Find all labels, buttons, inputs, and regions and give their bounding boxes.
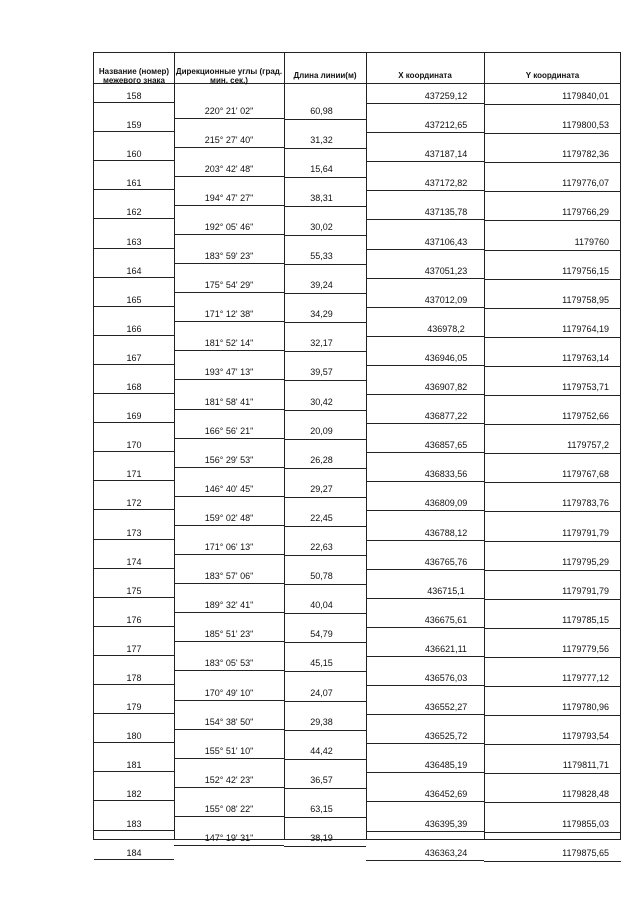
direction-angle: 171° 06' 13" — [204, 542, 254, 553]
row-divider — [94, 568, 174, 569]
point-name: 174 — [126, 556, 142, 567]
line-length: 20,09 — [310, 425, 333, 436]
point-y: 1179757,2 — [567, 440, 609, 451]
row-divider — [174, 234, 284, 235]
row-divider — [484, 599, 621, 600]
row-divider — [94, 160, 174, 161]
line-length: 30,42 — [310, 396, 333, 407]
row-divider — [284, 584, 366, 585]
point-name: 166 — [126, 323, 142, 334]
point-x: 436525,72 — [424, 731, 468, 742]
row-divider — [484, 453, 621, 454]
row-divider — [366, 132, 484, 133]
point-y: 1179783,76 — [562, 498, 609, 509]
row-divider — [94, 800, 174, 801]
point-name: 180 — [126, 731, 142, 742]
point-x: 437172,82 — [424, 178, 468, 189]
point-y: 1179785,15 — [562, 614, 609, 625]
row-divider — [484, 570, 621, 571]
line-length: 45,15 — [310, 658, 333, 669]
point-x: 436809,09 — [424, 498, 468, 509]
point-name: 168 — [126, 382, 142, 392]
row-divider — [284, 613, 366, 614]
row-divider — [174, 525, 284, 526]
row-divider — [94, 684, 174, 685]
header-length: Длина линии(м) — [293, 71, 357, 80]
row-divider — [174, 612, 284, 613]
point-x: 436788,12 — [424, 527, 468, 538]
row-divider — [366, 540, 484, 541]
row-divider — [284, 555, 366, 556]
row-divider — [366, 423, 484, 424]
line-length: 50,78 — [310, 571, 333, 582]
row-divider — [174, 379, 284, 380]
row-divider — [484, 773, 621, 774]
direction-angle: 171° 12' 38" — [204, 309, 254, 320]
row-divider — [484, 802, 621, 803]
row-divider — [284, 322, 366, 323]
row-divider — [484, 133, 621, 134]
direction-angle: 194° 47' 27" — [204, 192, 254, 203]
line-length: 44,42 — [310, 745, 333, 756]
row-divider — [174, 205, 284, 206]
row-divider — [284, 351, 366, 352]
point-y: 1179760 — [574, 236, 609, 247]
line-length: 24,07 — [310, 687, 333, 698]
line-length: 40,04 — [310, 600, 333, 611]
row-divider — [366, 510, 484, 511]
row-divider — [94, 102, 174, 103]
direction-angle: 220° 21' 02" — [204, 105, 254, 116]
direction-angle: 181° 52' 14" — [204, 338, 254, 349]
direction-angle: 154° 38' 50" — [204, 716, 254, 727]
row-divider — [366, 336, 484, 337]
direction-angle: 183° 05' 53" — [204, 658, 254, 669]
point-x: 437187,14 — [424, 149, 468, 160]
point-y: 1179791,79 — [562, 585, 609, 596]
line-length: 31,32 — [310, 134, 333, 145]
direction-angle: 159° 02' 48" — [204, 512, 254, 523]
header-angle: Дирекционные углы (град. мин. сек.) — [175, 66, 283, 85]
point-x: 437212,65 — [424, 120, 468, 131]
point-name: 163 — [126, 236, 142, 247]
point-x: 436485,19 — [424, 760, 468, 771]
point-name: 167 — [126, 352, 142, 363]
row-divider — [94, 451, 174, 452]
row-divider — [284, 380, 366, 381]
row-divider — [484, 366, 621, 367]
direction-angle: 183° 57' 06" — [204, 571, 254, 582]
row-divider — [284, 788, 366, 789]
point-x: 436765,76 — [424, 556, 468, 567]
line-length: 32,17 — [310, 338, 333, 349]
row-divider — [94, 189, 174, 190]
row-divider — [174, 118, 284, 119]
direction-angle: 193° 47' 13" — [204, 367, 254, 378]
row-divider — [366, 685, 484, 686]
row-divider — [484, 279, 621, 280]
row-divider — [284, 410, 366, 411]
row-divider — [94, 655, 174, 656]
point-y: 1179780,96 — [562, 702, 609, 713]
line-length: 39,57 — [310, 367, 333, 378]
direction-angle: 185° 51' 23" — [204, 629, 254, 640]
point-name: 178 — [126, 673, 142, 683]
point-name: 183 — [126, 818, 142, 829]
line-length: 22,45 — [310, 512, 333, 523]
row-divider — [366, 831, 484, 832]
line-length: 38,31 — [310, 192, 333, 203]
direction-angle: 203° 42' 48" — [204, 163, 254, 174]
row-divider — [366, 452, 484, 453]
row-divider — [94, 218, 174, 219]
point-name: 177 — [126, 643, 142, 654]
point-x: 436621,11 — [425, 643, 467, 654]
row-divider — [366, 627, 484, 628]
row-divider — [94, 626, 174, 627]
row-divider — [94, 335, 174, 336]
direction-angle: 146° 40' 45" — [204, 483, 254, 494]
line-length: 34,29 — [310, 309, 333, 320]
row-divider — [94, 509, 174, 510]
direction-angle: 155° 08' 22" — [204, 803, 254, 814]
row-divider — [94, 597, 174, 598]
point-name: 169 — [126, 411, 142, 422]
row-divider — [94, 393, 174, 394]
row-divider — [484, 191, 621, 192]
row-divider — [94, 742, 174, 743]
row-divider — [484, 104, 621, 105]
point-y: 1179764,19 — [562, 323, 609, 334]
point-y: 1179776,07 — [562, 178, 609, 189]
direction-angle: 170° 49' 10" — [204, 687, 254, 698]
point-name: 158 — [126, 91, 142, 101]
row-divider — [174, 641, 284, 642]
point-name: 159 — [126, 120, 142, 131]
point-name: 181 — [126, 760, 142, 771]
line-length: 39,24 — [310, 280, 333, 291]
line-length: 55,33 — [310, 251, 333, 262]
header-y: Y координата — [525, 71, 580, 80]
point-y: 1179752,66 — [562, 411, 609, 422]
row-divider — [484, 657, 621, 658]
point-x: 436675,61 — [424, 614, 468, 625]
point-x: 437051,23 — [424, 265, 468, 276]
row-divider — [174, 729, 284, 730]
row-divider — [174, 292, 284, 293]
row-divider — [366, 307, 484, 308]
row-divider — [284, 730, 366, 731]
row-divider — [284, 846, 366, 847]
row-divider — [484, 482, 621, 483]
row-divider — [484, 337, 621, 338]
row-divider — [284, 439, 366, 440]
row-divider — [94, 422, 174, 423]
row-divider — [94, 771, 174, 772]
row-divider — [366, 569, 484, 570]
point-x: 436552,27 — [424, 702, 468, 713]
row-divider — [284, 468, 366, 469]
row-divider — [174, 554, 284, 555]
direction-angle: 155° 51' 10" — [204, 745, 254, 756]
row-divider — [174, 176, 284, 177]
row-divider — [366, 219, 484, 220]
row-divider — [94, 248, 174, 249]
row-divider — [284, 264, 366, 265]
point-y: 1179828,48 — [562, 789, 609, 800]
row-divider — [284, 235, 366, 236]
row-divider — [94, 539, 174, 540]
row-divider — [94, 480, 174, 481]
point-name: 164 — [126, 265, 142, 276]
row-divider — [366, 743, 484, 744]
direction-angle: 215° 27' 40" — [204, 134, 254, 145]
row-divider — [366, 860, 484, 861]
row-divider — [174, 845, 284, 846]
point-x: 436877,22 — [424, 411, 468, 422]
header-name: Название (номер) межевого знака — [98, 66, 170, 85]
direction-angle: 147° 19' 31" — [204, 833, 254, 844]
point-y: 1179767,68 — [562, 469, 609, 480]
point-y: 1179840,01 — [562, 91, 609, 101]
row-divider — [284, 148, 366, 149]
point-y: 1179766,29 — [562, 207, 609, 218]
line-length: 60,98 — [310, 105, 333, 116]
direction-angle: 175° 54' 29" — [204, 280, 254, 291]
point-y: 1179758,95 — [562, 294, 609, 305]
point-x: 436946,05 — [424, 352, 468, 363]
row-divider — [484, 395, 621, 396]
row-divider — [174, 147, 284, 148]
point-name: 165 — [126, 294, 142, 305]
point-y: 1179875,65 — [562, 847, 609, 858]
direction-angle: 183° 59' 23" — [204, 251, 254, 262]
row-divider — [94, 277, 174, 278]
point-x: 436857,65 — [424, 440, 468, 451]
row-divider — [284, 701, 366, 702]
row-divider — [366, 481, 484, 482]
direction-angle: 181° 58' 41" — [204, 396, 254, 407]
row-divider — [174, 816, 284, 817]
point-y: 1179855,03 — [562, 818, 609, 829]
line-length: 30,02 — [310, 221, 333, 232]
row-divider — [174, 438, 284, 439]
point-x: 436907,82 — [424, 382, 468, 392]
row-divider — [94, 830, 174, 831]
point-y: 1179795,29 — [562, 556, 609, 567]
point-x: 436978,2 — [427, 323, 465, 334]
row-divider — [366, 656, 484, 657]
direction-angle: 152° 42' 23" — [204, 774, 254, 785]
row-divider — [366, 598, 484, 599]
point-x: 436576,03 — [424, 673, 468, 683]
point-name: 170 — [126, 440, 142, 451]
direction-angle: 156° 29' 53" — [204, 454, 254, 465]
row-divider — [484, 308, 621, 309]
row-divider — [284, 817, 366, 818]
point-y: 1179800,53 — [562, 120, 609, 131]
row-divider — [484, 250, 621, 251]
row-divider — [174, 787, 284, 788]
row-divider — [366, 249, 484, 250]
row-divider — [284, 671, 366, 672]
point-name: 173 — [126, 527, 142, 538]
line-length: 26,28 — [310, 454, 333, 465]
row-divider — [174, 758, 284, 759]
row-divider — [284, 293, 366, 294]
row-divider — [366, 365, 484, 366]
row-divider — [484, 541, 621, 542]
coordinates-table — [93, 52, 621, 858]
direction-angle: 189° 32' 41" — [204, 600, 254, 611]
row-divider — [284, 177, 366, 178]
line-length: 36,57 — [310, 774, 333, 785]
point-x: 437259,12 — [424, 91, 468, 101]
point-y: 1179791,79 — [562, 527, 609, 538]
row-divider — [484, 424, 621, 425]
row-divider — [366, 161, 484, 162]
point-y: 1179793,54 — [562, 731, 609, 742]
point-name: 179 — [126, 702, 142, 713]
row-divider — [484, 220, 621, 221]
row-divider — [366, 278, 484, 279]
point-x: 436452,69 — [424, 789, 468, 800]
row-divider — [94, 713, 174, 714]
direction-angle: 192° 05' 46" — [204, 221, 254, 232]
line-length: 15,64 — [310, 163, 333, 174]
row-divider — [484, 686, 621, 687]
row-divider — [94, 131, 174, 132]
row-divider — [366, 190, 484, 191]
row-divider — [484, 628, 621, 629]
row-divider — [484, 715, 621, 716]
row-divider — [94, 859, 174, 860]
point-y: 1179753,71 — [562, 382, 609, 392]
point-name: 171 — [126, 469, 142, 480]
row-divider — [174, 583, 284, 584]
row-divider — [174, 263, 284, 264]
row-divider — [174, 467, 284, 468]
point-name: 161 — [126, 178, 142, 189]
header-x: X координата — [398, 71, 452, 80]
row-divider — [484, 744, 621, 745]
point-x: 436395,39 — [424, 818, 468, 829]
point-y: 1179779,56 — [562, 643, 609, 654]
point-y: 1179811,71 — [562, 760, 609, 771]
row-divider — [366, 394, 484, 395]
row-divider — [174, 496, 284, 497]
direction-angle: 166° 56' 21" — [204, 425, 254, 436]
row-divider — [284, 119, 366, 120]
point-name: 184 — [126, 847, 142, 858]
point-x: 436363,24 — [424, 847, 468, 858]
line-length: 54,79 — [310, 629, 333, 640]
row-divider — [484, 162, 621, 163]
row-divider — [366, 714, 484, 715]
row-divider — [174, 321, 284, 322]
line-length: 63,15 — [310, 803, 333, 814]
point-y: 1179756,15 — [562, 265, 609, 276]
point-x: 437106,43 — [424, 236, 468, 247]
row-divider — [366, 103, 484, 104]
row-divider — [94, 364, 174, 365]
point-y: 1179777,12 — [562, 673, 609, 683]
row-divider — [284, 759, 366, 760]
point-name: 175 — [126, 585, 142, 596]
point-y: 1179763,14 — [562, 352, 609, 363]
line-length: 38,19 — [310, 833, 333, 844]
point-name: 162 — [126, 207, 142, 218]
row-divider — [174, 670, 284, 671]
point-name: 176 — [126, 614, 142, 625]
row-divider — [94, 306, 174, 307]
point-x: 436715,1 — [427, 585, 465, 596]
line-length: 29,38 — [310, 716, 333, 727]
row-divider — [284, 526, 366, 527]
row-divider — [284, 497, 366, 498]
row-divider — [284, 206, 366, 207]
row-divider — [174, 700, 284, 701]
row-divider — [174, 409, 284, 410]
row-divider — [484, 511, 621, 512]
point-x: 437012,09 — [424, 294, 468, 305]
row-divider — [484, 861, 621, 862]
row-divider — [366, 801, 484, 802]
point-name: 172 — [126, 498, 142, 509]
line-length: 29,27 — [310, 483, 333, 494]
row-divider — [284, 642, 366, 643]
row-divider — [174, 350, 284, 351]
point-name: 182 — [126, 789, 142, 800]
row-divider — [366, 772, 484, 773]
point-y: 1179782,36 — [562, 149, 609, 160]
point-x: 437135,78 — [424, 207, 468, 218]
row-divider — [484, 832, 621, 833]
point-x: 436833,56 — [424, 469, 468, 480]
line-length: 22,63 — [310, 542, 333, 553]
point-name: 160 — [126, 149, 142, 160]
